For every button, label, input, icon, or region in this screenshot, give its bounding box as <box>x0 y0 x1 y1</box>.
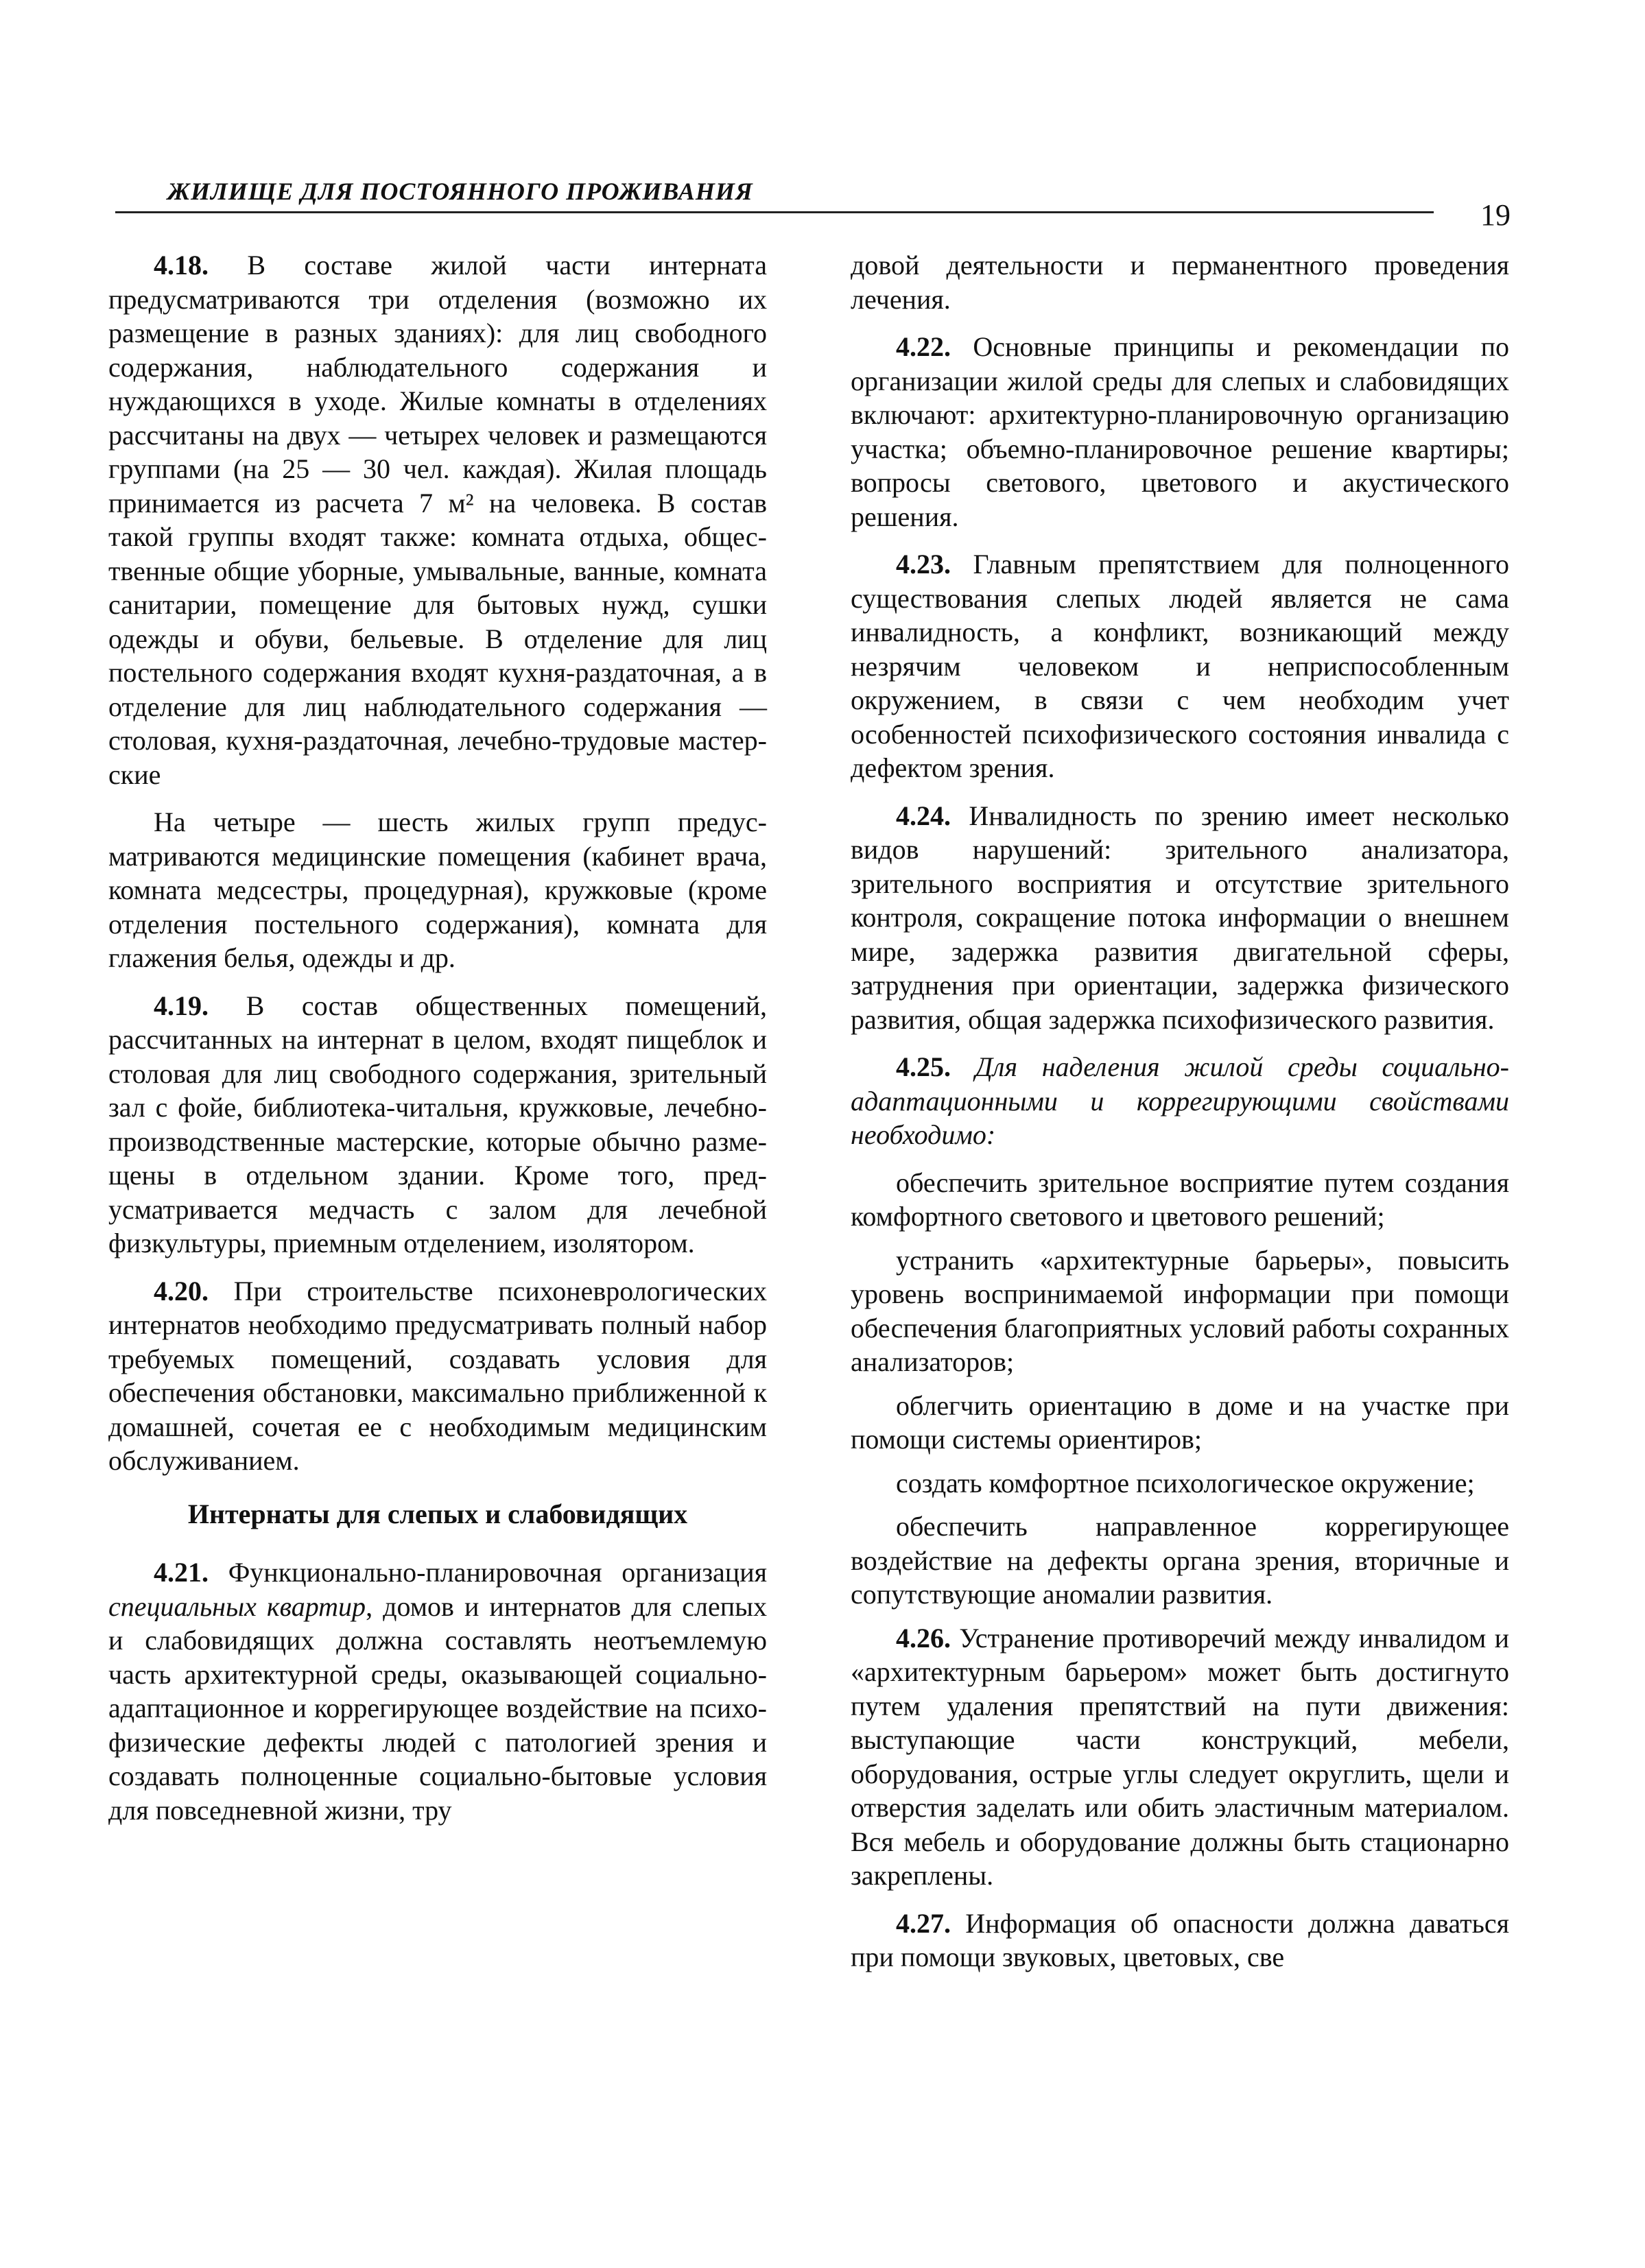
paragraph-italic-text: специальных квартир <box>108 1590 366 1622</box>
list-item-text: облегчить ориентацию в доме и на участке при помощи системы ориентиров; <box>851 1389 1509 1455</box>
list-item <box>851 1466 1509 1501</box>
list-item <box>851 1243 1509 1379</box>
clause-number: 4.24. <box>896 800 951 831</box>
list-item-text: устранить «архитектурные барьеры», повысить уровень воспринимаемой информации при помощи обеспечения благоприятных условий работы сохранных анализаторов; <box>851 1244 1509 1377</box>
paragraph-text: Главным препятствием для полноценного существования слепых людей является не сама инвалидность, а конфликт, возникающий между незрячим человеком и неприспособленным окружением, в связи с чем необходим учет особенностей психофизического состояния инвалида с дефектом зрения. <box>851 549 1509 783</box>
paragraph-text: В составе жилой части интерната предусматриваются три отделения (возможно их размещение в разных зданиях): для лиц свободного содержания, наблюдательного содержания и нуждающихся в уходе. Жилые комнаты в отделениях рассчитаны на двух — четырех человек и размещаются группами (на 25 — 30 чел. каждая). Жилая площадь принимается из расчета 7 м² на человека. В состав такой группы входят также: комната отдыха, общественные общие уборные, умывальные, ванные, комната санитарии, помещение для бытовых нужд, сушки одежды и обуви, бельевые. В отделение для лиц постельного содержания входят кухня-раздаточная, а в отделение для лиц наблюдательного содержания — столовая, кухня-раздаточная, лечебно-трудовые мастерские <box>108 250 767 790</box>
paragraph-4-18 <box>108 248 767 791</box>
paragraph-4-27 <box>851 1907 1509 1974</box>
paragraph-italic-text: Для наделения жилой среды социально-адаптационными и коррегирующими свойствами необходимо: <box>851 1051 1509 1150</box>
section-heading: Интернаты для слепых и слабовидящих <box>187 1498 688 1529</box>
paragraph-4-24 <box>851 799 1509 1037</box>
list-item <box>851 1509 1509 1612</box>
clause-number: 4.23. <box>896 549 951 580</box>
list-item <box>851 1389 1509 1457</box>
header-rule <box>115 211 1434 213</box>
paragraph-4-23 <box>851 547 1509 785</box>
clause-number: 4.18. <box>154 250 209 280</box>
paragraph-text: Функционально-планировочная организация <box>209 1557 767 1588</box>
paragraph-4-21 <box>108 1555 767 1827</box>
right-column <box>851 248 1509 1988</box>
paragraph-text: довой деятельности и перманентного проведения лечения. <box>851 250 1509 315</box>
list-item <box>851 1166 1509 1234</box>
running-title: ЖИЛИЩЕ ДЛЯ ПОСТОЯННОГО ПРОЖИВАНИЯ <box>167 178 753 205</box>
paragraph-4-18-continued <box>108 805 767 975</box>
paragraph-text: Устранение противоречий между инвалидом и «архитектурным барьером» может быть достигнуто путем удаления препятствий на пути движения: выступающие части конструкций, мебели, оборудования, острые углы следует округлить, щели и отверстия заделать или обить эластичным материалом. Вся мебель и оборудование должны быть стационарно закреплены. <box>851 1622 1509 1891</box>
list-item-text: создать комфортное психологическое окружение; <box>896 1467 1475 1499</box>
paragraph-text: , домов и интернатов для слепых и слабовидящих должна составлять неотъемлемую часть архитектурной среды, оказывающей социально-адаптационное и коррегирующее воздействие на психофизические дефекты людей с патологией зрения и создавать полноценные социально-бытовые условия для повседневной жизни, тру <box>108 1590 768 1826</box>
paragraph-text: Основные принципы и рекомендации по организации жилой среды для слепых и слабовидящих включают: архитектурно-планировочную организацию участка; объемно-планировочное решение квартиры; вопросы светового, цветового и акустического решения. <box>851 331 1509 532</box>
page-number: 19 <box>1480 198 1511 232</box>
paragraph-4-22 <box>851 330 1509 534</box>
clause-number: 4.20. <box>154 1275 209 1306</box>
list-item-text: обеспечить зрительное восприятие путем создания комфортного светового и цветового решений; <box>851 1167 1509 1232</box>
clause-number: 4.26. <box>896 1622 951 1654</box>
paragraph-4-19 <box>108 989 767 1261</box>
paragraph-4-25 <box>851 1050 1509 1152</box>
paragraph-text: В состав общественных помещений, рассчитанных на интернат в целом, входят пищеблок и столовая для лиц свободного содержания, зрительный зал с фойе, библиотека-читальня, кружковые, лечебно-производственные мастерские, которые обычно размещены в отдельном здании. Кроме того, предусматривается медчасть с залом для лечебной физкультуры, приемным отделением, изолятором. <box>108 990 767 1258</box>
left-column <box>108 248 767 1841</box>
paragraph-text: На четыре — шесть жилых групп предусматриваются медицинские помещения (кабинет врача, комната медсестры, процедурная), кружковые (кроме отделения постельного содержания), комната для глажения белья, одежды и др. <box>108 807 767 973</box>
paragraph-4-20 <box>108 1274 767 1478</box>
paragraph-4-26 <box>851 1621 1509 1893</box>
paragraph-text: Инвалидность по зрению имеет несколько видов нарушений: зрительного анализатора, зрительного восприятия и отсутствие зрительного контроля, сокращение потока информации о внешнем мире, задержка развития двигательной сферы, затруднения при ориентации, задержка физического развития, общая задержка психофизического развития. <box>851 800 1509 1035</box>
paragraph-text: Информация об опасности должна даваться при помощи звуковых, цветовых, све <box>851 1907 1509 1972</box>
paragraph-4-21-continued <box>851 248 1509 316</box>
list-item-text: обеспечить направленное коррегирующее воздействие на дефекты органа зрения, вторичные и сопутствующие аномалии развития. <box>851 1511 1509 1610</box>
clause-number: 4.22. <box>896 331 951 362</box>
clause-number: 4.27. <box>896 1907 951 1939</box>
clause-number: 4.25. <box>896 1051 951 1082</box>
clause-number: 4.19. <box>154 990 209 1021</box>
clause-number: 4.21. <box>154 1557 209 1588</box>
paragraph-text: При строительстве психоневрологических интернатов необходимо предусматривать полный набор требуемых помещений, создавать условия для обеспечения обстановки, максимально приближенной к домашней, сочетая ее с необходимым медицинским обслуживанием. <box>108 1275 767 1476</box>
